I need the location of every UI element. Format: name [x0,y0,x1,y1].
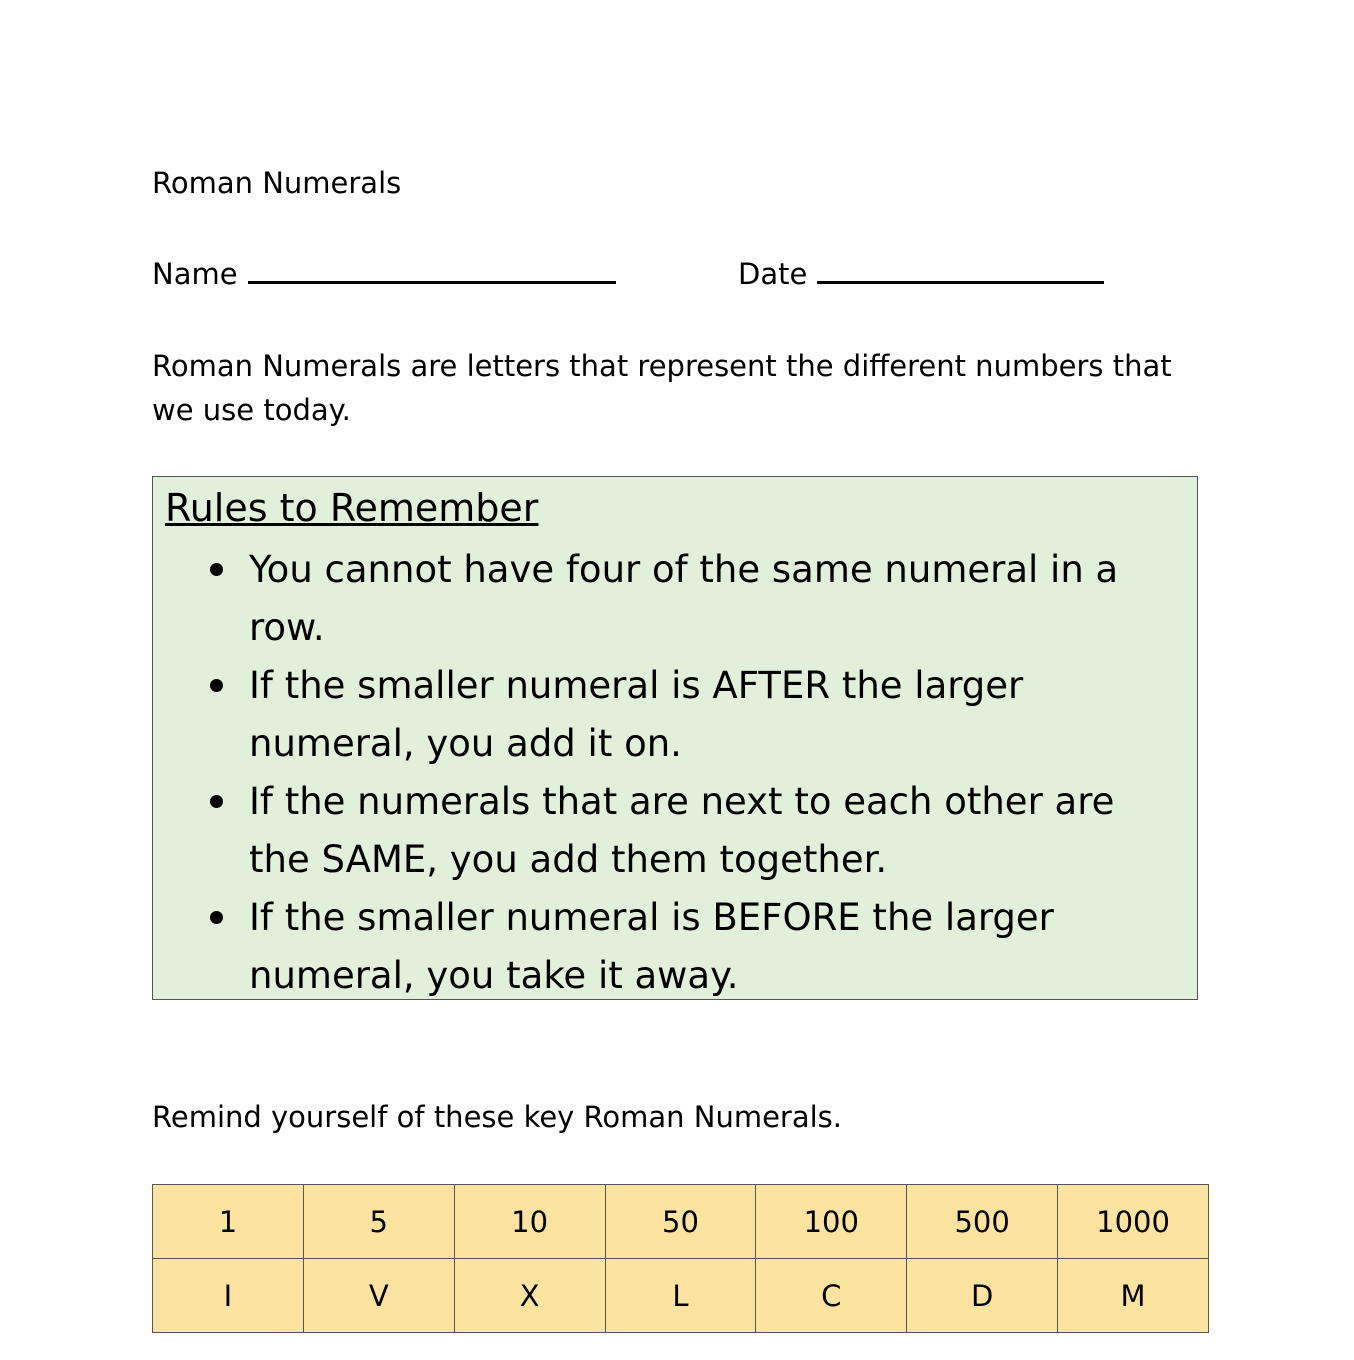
number-cell: 100 [756,1185,907,1259]
number-cell: 50 [605,1185,756,1259]
bullet-icon [210,563,223,576]
reminder-text: Remind yourself of these key Roman Numerals. [152,1100,843,1134]
rule-item [153,773,1197,889]
numeral-cell: M [1058,1259,1209,1333]
rule-text: If the numerals that are next to each other are the SAME, you add them together. [249,780,1115,881]
numeral-cell: X [454,1259,605,1333]
numeral-row [153,1259,1209,1333]
date-blank-line[interactable] [817,257,1104,284]
rule-text: If the smaller numeral is BEFORE the larger numeral, you take it away. [249,896,1054,997]
rule-item [153,657,1197,773]
rule-text: You cannot have four of the same numeral in a row. [249,548,1119,649]
name-field [152,255,616,293]
intro-text: Roman Numerals are letters that represent the different numbers that we use today. [152,349,1172,427]
numeral-table [152,1184,1209,1333]
numeral-cell: L [605,1259,756,1333]
bullet-icon [210,679,223,692]
rules-list [153,541,1197,1000]
number-cell: 500 [907,1185,1058,1259]
bullet-icon [210,911,223,924]
number-cell: 1 [153,1185,304,1259]
rules-box [152,476,1198,1000]
numeral-cell: C [756,1259,907,1333]
bullet-icon [210,795,223,808]
rule-item [153,541,1197,657]
number-cell: 1000 [1058,1185,1209,1259]
date-field [738,255,1104,293]
date-label: Date [738,257,808,291]
number-row [153,1185,1209,1259]
numeral-cell: I [153,1259,304,1333]
numeral-cell: D [907,1259,1058,1333]
rules-heading: Rules to Remember [165,486,539,530]
rule-item [153,889,1197,1000]
page-title: Roman Numerals [152,166,402,200]
rule-text: If the smaller numeral is AFTER the larger numeral, you add it on. [249,664,1024,765]
numeral-cell: V [303,1259,454,1333]
name-blank-line[interactable] [248,257,616,284]
number-cell: 10 [454,1185,605,1259]
number-cell: 5 [303,1185,454,1259]
name-label: Name [152,257,238,291]
